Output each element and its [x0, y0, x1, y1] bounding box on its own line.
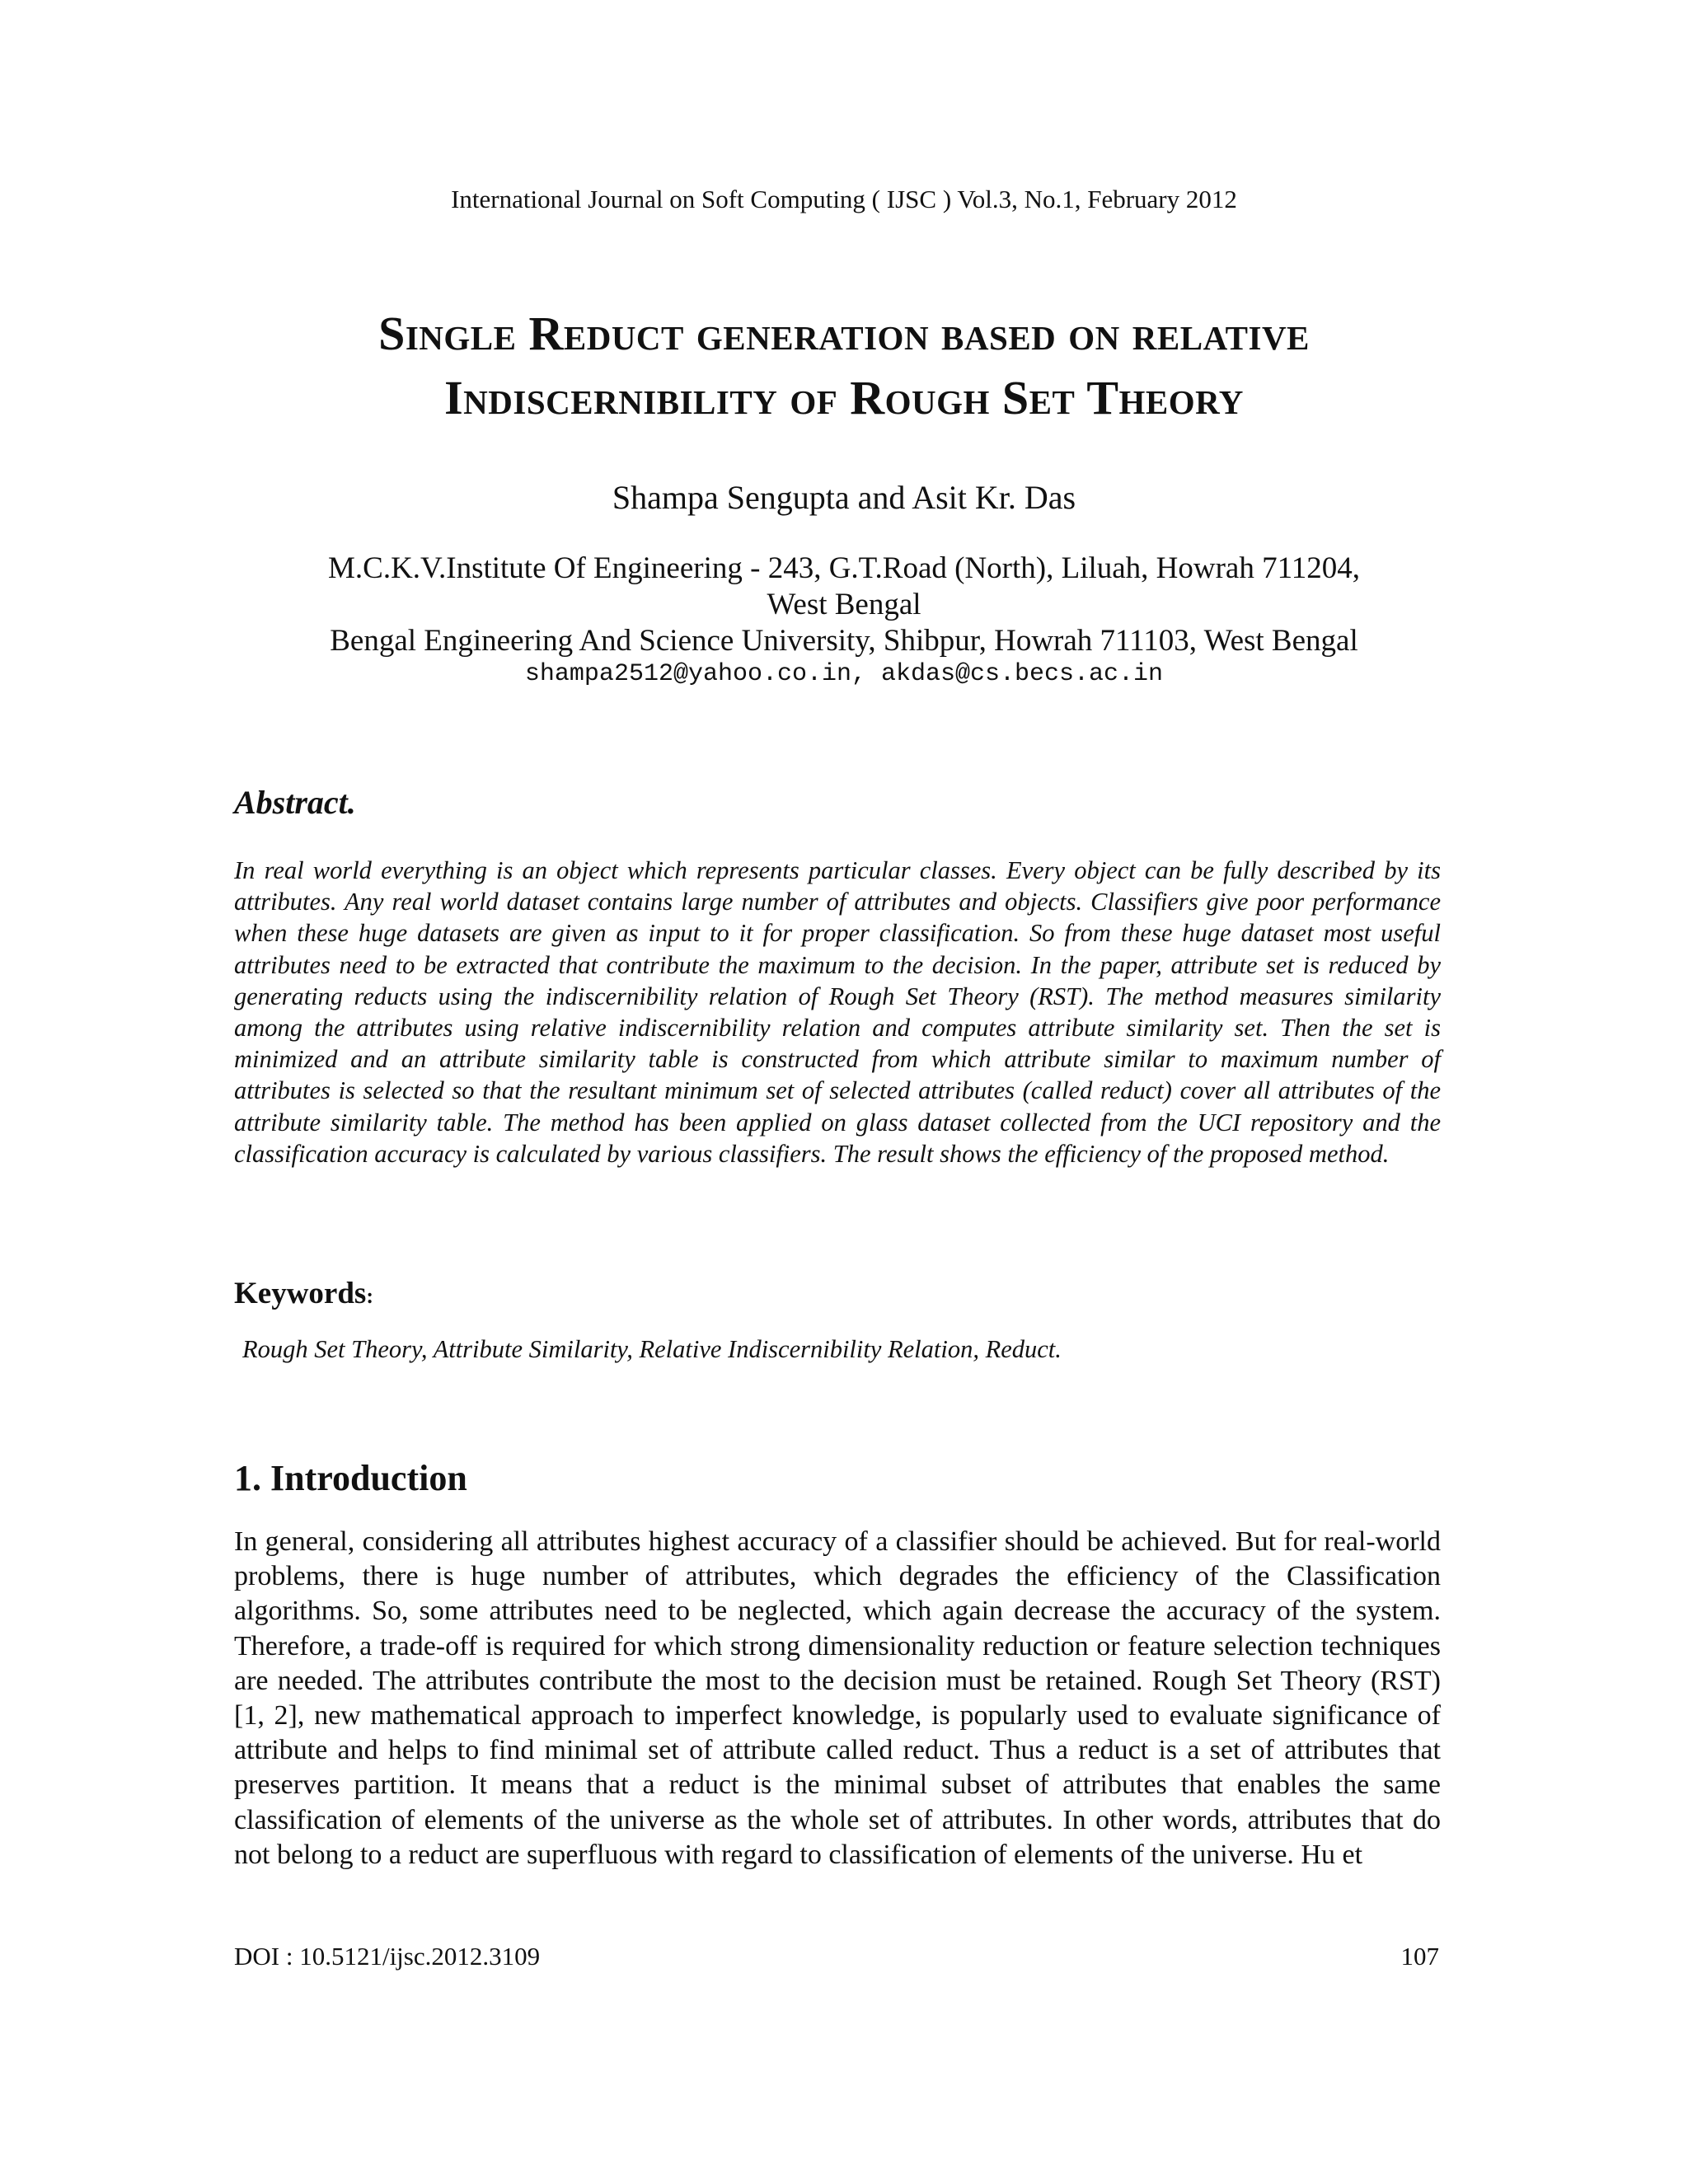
title-line-1: Single Reduct generation based on relative: [378, 307, 1310, 360]
abstract-body: In real world everything is an object which represents particular classes. Every object can be fully described by its attributes. Any real world dataset contains large number of attributes and objects. Classifiers give poor performance when these huge datasets are given as input to it for proper classification. So from these huge dataset most useful attributes need to be extracted that contribute the maximum to the decision. In the paper, attribute set is reduced by generating reducts using the indiscernibility relation of Rough Set Theory (RST). The method measures similarity among the attributes using relative indiscernibility relation and computes attribute similarity set. Then the set is minimized and an attribute similarity table is constructed from which attribute similar to maximum number of attributes is selected so that the resultant minimum set of selected attributes (called reduct) cover all attributes of the attribute similarity table. The method has been applied on glass dataset collected from the UCI repository and the classification accuracy is calculated by various classifiers. The result shows the efficiency of the proposed method.: [234, 856, 1441, 1168]
keywords-heading-colon: :: [366, 1284, 373, 1308]
author-list: Shampa Sengupta and Asit Kr. Das: [612, 479, 1076, 516]
keywords-body: Rough Set Theory, Attribute Similarity, Relative Indiscernibility Relation, Reduct.: [242, 1335, 1062, 1363]
author-emails: shampa2512@yahoo.co.in, akdas@cs.becs.ac.in: [524, 660, 1164, 688]
paper-title: [165, 302, 1523, 430]
keywords-heading: [234, 1276, 373, 1311]
affiliation-1-line-1: M.C.K.V.Institute Of Engineering - 243, G.T.Road (North), Liluah, Howrah 711204,: [328, 551, 1360, 585]
introduction-heading: 1. Introduction: [234, 1458, 467, 1498]
introduction-body: In general, considering all attributes highest accuracy of a classifier should be achieved. But for real-world problems, there is huge number of attributes, which degrades the efficiency of the Classification algorithms. So, some attributes need to be neglected, which again decrease the accuracy of the system. Therefore, a trade-off is required for which strong dimensionality reduction or feature selection techniques are needed. The attributes contribute the most to the decision must be retained. Rough Set Theory (RST) [1, 2], new mathematical approach to imperfect knowledge, is popularly used to evaluate significance of attribute and helps to find minimal set of attribute called reduct. Thus a reduct is a set of attributes that preserves partition. It means that a reduct is the minimal subset of attributes that enables the same classification of elements of the universe as the whole set of attributes. In other words, attributes that do not belong to a reduct are superfluous with regard to classification of elements of the universe. Hu et: [234, 1526, 1441, 1870]
abstract-heading: Abstract.: [234, 784, 356, 821]
affiliation-1-line-2: West Bengal: [767, 588, 921, 621]
title-line-2: Indiscernibility of Rough Set Theory: [444, 371, 1244, 424]
page-number: 107: [1400, 1942, 1439, 1971]
affiliation-2: Bengal Engineering And Science University, Shibpur, Howrah 711103, West Bengal: [330, 624, 1358, 658]
affiliations: [247, 551, 1441, 689]
keywords-heading-text: Keywords: [234, 1277, 367, 1310]
footer-doi: DOI : 10.5121/ijsc.2012.3109: [234, 1942, 541, 1971]
running-header: International Journal on Soft Computing ( IJSC ) Vol.3, No.1, February 2012: [451, 185, 1237, 213]
